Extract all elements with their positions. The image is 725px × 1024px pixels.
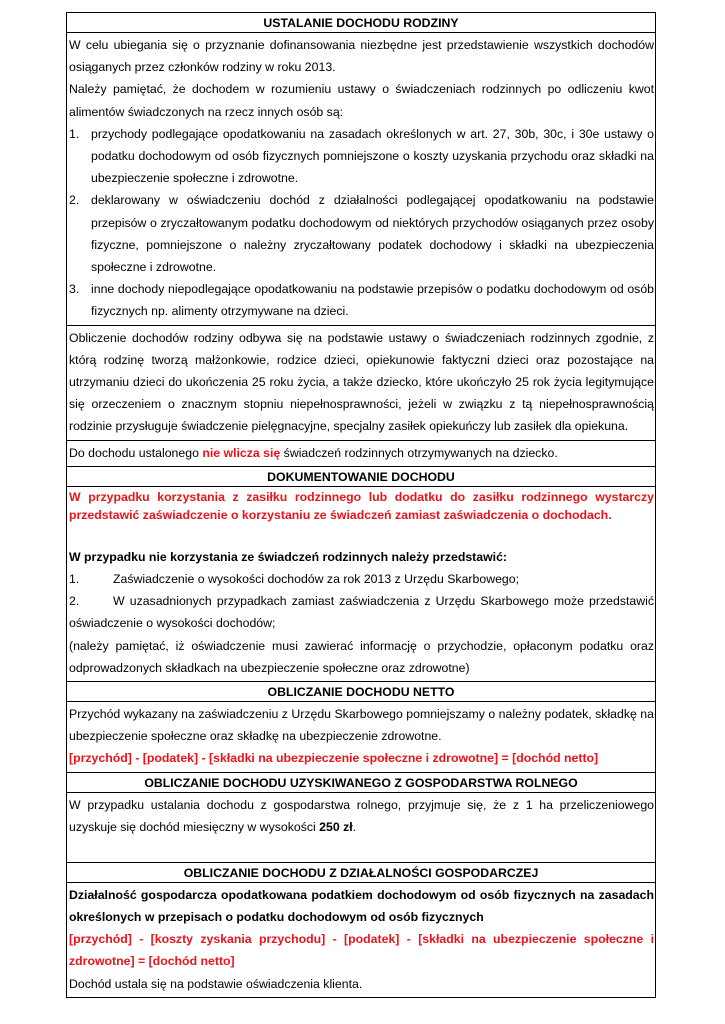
required-documents-heading: W przypadku nie korzystania ze świadczeń rodzinnych należy przedstawić: xyxy=(69,549,508,564)
paragraph-income-definition: Należy pamiętać, że dochodem w rozumieniu ustawy o świadczeniach rodzinnych po odliczeniu kwot alimentów świadczonych na rzecz innych osób są: xyxy=(69,82,654,119)
paragraph-family-definition: Obliczenie dochodów rodziny odbywa się na podstawie ustawy o świadczeniach rodzinnych zgodnie, z którą rodzinę tworzą małżonkowie, rodzice dzieci, opiekunowie faktyczni dzieci oraz pozostające na utrzymaniu dzieci do ukończenia 25 roku życia, a także dziecko, które ukończyło 25 rok życia legitymujące się orzeczeniem o znacznym stopniu niepełnosprawności, jeżeli w związku z tą niepełnosprawnością rodzinie przysługuje świadczenie pielęgnacyjne, specjalny zasiłek opiekuńczy lub zasiłek dla opiekuna. xyxy=(69,330,654,434)
business-income-note: Dochód ustala się na podstawie oświadczenia klienta. xyxy=(69,976,363,991)
section-documenting-income xyxy=(67,487,655,682)
net-income-description: Przychód wykazany na zaświadczeniu z Urzędu Skarbowego pomniejszamy o należny podatek, składkę na ubezpieczenie społeczne oraz składkę na ubezpieczenie zdrowotne. xyxy=(69,707,654,744)
section-family-income xyxy=(67,33,655,326)
farm-income-amount: 250 zł xyxy=(319,819,353,834)
list-item: 2. W uzasadnionych przypadkach zamiast zaświadczenia z Urzędu Skarbowego może przedstawić oświadczenie o wysokości dochodów; xyxy=(69,594,654,631)
list-item: 3. inne dochody niepodlegające opodatkowaniu na podstawie przepisów o podatku dochodowym od osób fizycznych np. alimenty otrzymywane na dzieci. xyxy=(69,282,654,319)
excluded-highlight: nie wlicza się xyxy=(202,445,281,460)
section-net-income xyxy=(67,702,655,773)
section-farm-income: W przypadku ustalania dochodu z gospodarstwa rolnego, przyjmuje się, że z 1 ha przeliczeniowego uzyskuje się dochód miesięczny w wysokości 250 zł. xyxy=(67,793,655,863)
heading-farm-income: OBLICZANIE DOCHODU UZYSKIWANEGO Z GOSPODARSTWA ROLNEGO xyxy=(67,773,655,793)
statement-note: (należy pamiętać, iż oświadczenie musi zawierać informację o przychodzie, opłaconym podatku oraz odprowadzonych składkach na ubezpieczenie społeczne oraz zdrowotne) xyxy=(69,638,654,675)
heading-documenting-income: DOKUMENTOWANIE DOCHODU xyxy=(67,467,655,487)
business-income-formula: [przychód] - [koszty zyskania przychodu] - [podatek] - [składki na ubezpieczenie społeczne i zdrowotne] = [dochód netto] xyxy=(69,932,654,969)
document-table xyxy=(66,12,656,998)
heading-family-income: USTALANIE DOCHODU RODZINY xyxy=(67,13,655,33)
net-income-formula: [przychód] - [podatek] - [składki na ubezpieczenie społeczne i zdrowotne] = [dochód netto] xyxy=(69,751,599,766)
section-business-income xyxy=(67,883,655,998)
business-income-description: Działalność gospodarcza opodatkowana podatkiem dochodowym od osób fizycznych na zasadach określonych w przepisach o podatku dochodowym od osób fizycznych xyxy=(69,887,654,924)
paragraph-intro: W celu ubiegania się o przyznanie dofinansowania niezbędne jest przedstawienie wszystkich dochodów osiąganych przez członków rodziny w roku 2013. xyxy=(69,38,654,75)
list-item: 1. Zaświadczenie o wysokości dochodów za rok 2013 z Urzędu Skarbowego; xyxy=(69,572,520,587)
family-allowance-notice: W przypadku korzystania z zasiłku rodzinnego lub dodatku do zasiłku rodzinnego wystarczy przedstawić zaświadczenie o korzystaniu ze świadczeń zamiast zaświadczenia o dochodach. xyxy=(69,489,654,522)
section-excluded-benefits: Do dochodu ustalonego nie wlicza się świadczeń rodzinnych otrzymywanych na dziecko. xyxy=(67,441,655,467)
income-types-list xyxy=(69,123,654,323)
section-family-definition xyxy=(67,326,655,441)
heading-business-income: OBLICZANIE DOCHODU Z DZIAŁALNOŚCI GOSPODARCZEJ xyxy=(67,863,655,883)
list-item: 1. przychody podlegające opodatkowaniu na zasadach określonych w art. 27, 30b, 30c, i 30e ustawy o podatku dochodowym od osób fizycznych pomniejszone o koszty uzyskania przychodu oraz składki na ubezpieczenie społeczne i zdrowotne. xyxy=(69,126,654,186)
list-item: 2. deklarowany w oświadczeniu dochód z działalności podlegającej opodatkowaniu na podstawie przepisów o zryczałtowanym podatku dochodowym od niektórych przychodów osiąganych przez osoby fizyczne, pomniejszone o należny zryczałtowany podatek dochodowy i składki na ubezpieczenia społeczne i zdrowotne. xyxy=(69,193,654,275)
heading-net-income: OBLICZANIE DOCHODU NETTO xyxy=(67,682,655,702)
required-documents-list xyxy=(69,568,654,635)
